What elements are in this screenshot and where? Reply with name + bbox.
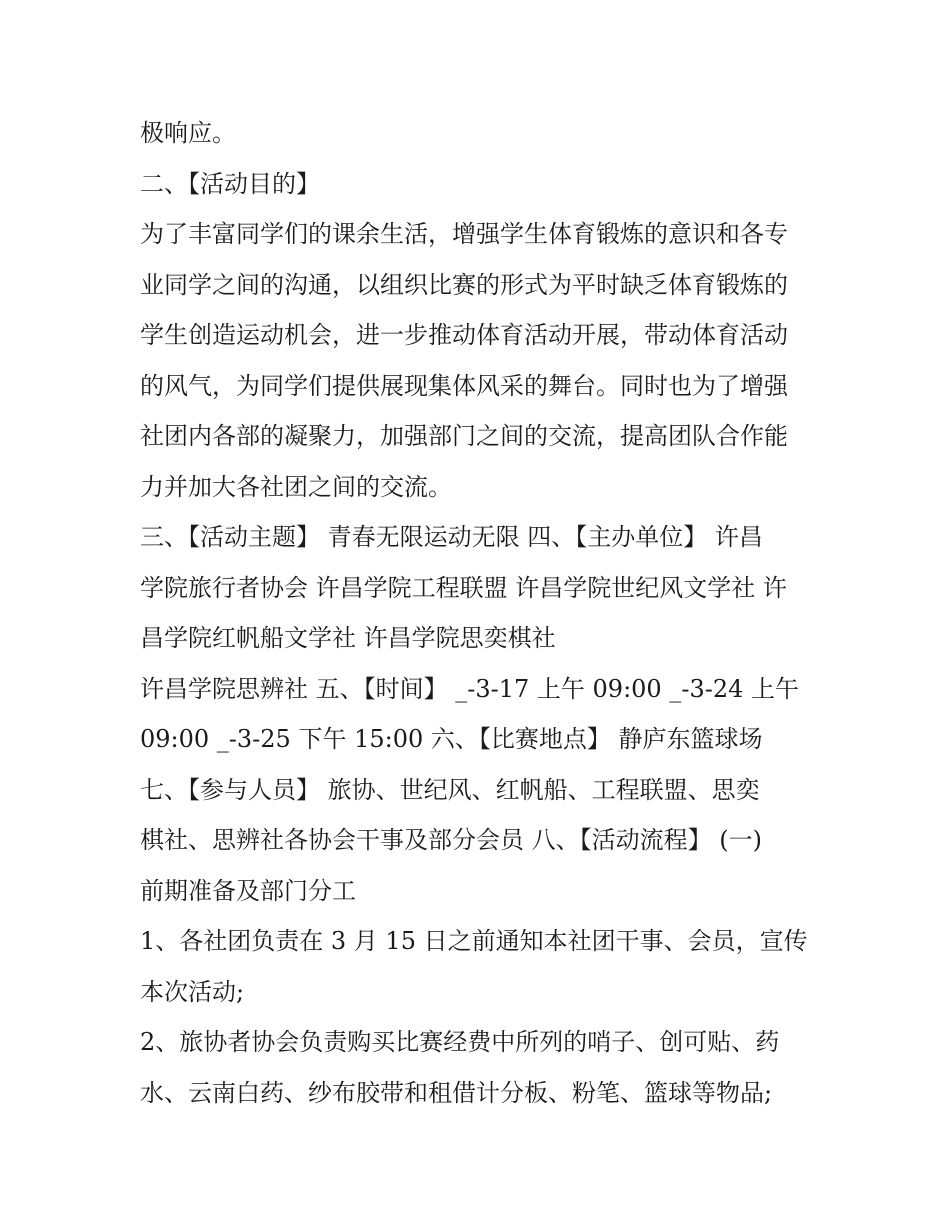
text-line: 三、【活动主题】 青春无限运动无限 四、【主办单位】 许昌 bbox=[140, 523, 763, 551]
text-line: 1、各社团负责在 3 月 15 日之前通知本社团干事、会员，宣传 bbox=[140, 927, 808, 955]
text-line: 棋社、思辨社各协会干事及部分会员 八、【活动流程】 (一) bbox=[140, 826, 762, 854]
text-line: 社团内各部的凝聚力，加强部门之间的交流，提高团队合作能 bbox=[140, 422, 788, 450]
text-line: 力并加大各社团之间的交流。 bbox=[140, 472, 452, 501]
text-line: 七、【参与人员】 旅协、世纪风、红帆船、工程联盟、思奕 bbox=[140, 775, 760, 804]
text-line: 极响应。 bbox=[140, 119, 236, 147]
text-line: 本次活动; bbox=[140, 977, 245, 1006]
text-line: 昌学院红帆船文学社 许昌学院思奕棋社 bbox=[140, 624, 556, 652]
document-body bbox=[140, 108, 820, 1118]
text-line: 水、云南白药、纱布胶带和租借计分板、粉笔、篮球等物品; bbox=[140, 1078, 773, 1107]
text-line: 09:00 _-3-25 下午 15:00 六、【比赛地点】 静庐东篮球场 bbox=[140, 725, 763, 753]
text-line: 为了丰富同学们的课余生活，增强学生体育锻炼的意识和各专 bbox=[140, 220, 788, 248]
text-line: 学院旅行者协会 许昌学院工程联盟 许昌学院世纪风文学社 许 bbox=[140, 573, 787, 602]
text-line: 前期准备及部门分工 bbox=[140, 876, 356, 905]
text-line: 2、旅协者协会负责购买比赛经费中所列的哨子、创可贴、药 bbox=[140, 1028, 780, 1056]
section-heading: 二、【活动目的】 bbox=[140, 169, 320, 198]
text-line: 许昌学院思辨社 五、【时间】 _-3-17 上午 09:00 _-3-24 上午 bbox=[140, 674, 799, 703]
text-line: 业同学之间的沟通，以组织比赛的形式为平时缺乏体育锻炼的 bbox=[140, 270, 788, 299]
text-line: 学生创造运动机会，进一步推动体育活动开展，带动体育活动 bbox=[140, 321, 788, 349]
text-line: 的风气，为同学们提供展现集体风采的舞台。同时也为了增强 bbox=[140, 371, 788, 400]
